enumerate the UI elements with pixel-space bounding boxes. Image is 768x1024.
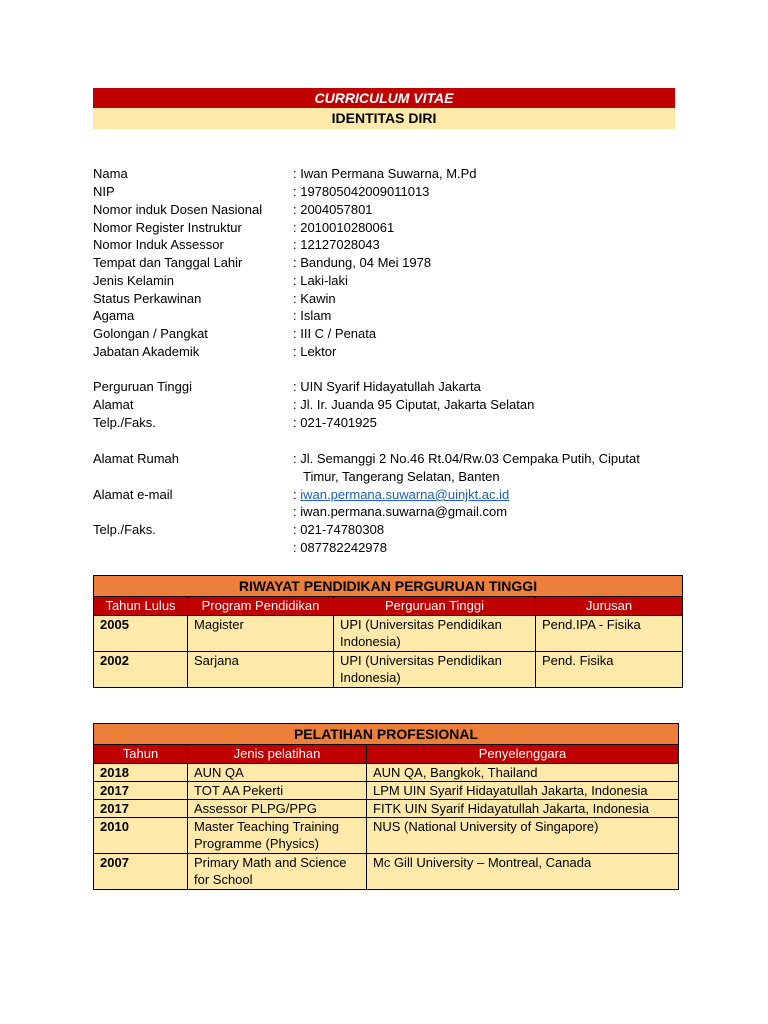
phone-label: Telp./Faks. <box>93 522 156 537</box>
training-organizer: FITK UIN Syarif Hidayatullah Jakarta, Indonesia <box>367 800 679 818</box>
identity-label: Nama <box>93 166 128 181</box>
identity-value: : 2010010280061 <box>293 220 395 235</box>
identity-value: : Laki-laki <box>293 273 348 288</box>
education-university: UPI (Universitas Pendidikan Indonesia) <box>334 616 536 652</box>
identity-value: : Lektor <box>293 344 337 359</box>
education-program: Sarjana <box>188 652 334 688</box>
training-year: 2010 <box>94 818 188 854</box>
phone-value-1: : 021-74780308 <box>293 522 385 537</box>
email-link[interactable]: iwan.permana.suwarna@uinjkt.ac.id <box>300 487 510 502</box>
email-prefix: : <box>293 487 301 502</box>
institution-value: : 021-7401925 <box>293 415 377 430</box>
institution-label: Telp./Faks. <box>93 415 156 430</box>
training-year: 2018 <box>94 764 188 782</box>
identity-label: NIP <box>93 184 115 199</box>
identity-label: Agama <box>93 308 135 323</box>
identity-value: : Kawin <box>293 291 336 306</box>
education-header-university: Perguruan Tinggi <box>334 597 536 616</box>
institution-value: : UIN Syarif Hidayatullah Jakarta <box>293 379 481 394</box>
cv-title-banner: CURRICULUM VITAE <box>93 88 675 108</box>
identity-value: : III C / Penata <box>293 326 377 341</box>
identity-label: Nomor Induk Assessor <box>93 237 224 252</box>
training-row <box>94 854 679 890</box>
institution-label: Perguruan Tinggi <box>93 379 193 394</box>
home-address-line-2: Timur, Tangerang Selatan, Banten <box>303 469 500 484</box>
training-type: Master Teaching Training Programme (Physics) <box>188 818 367 854</box>
training-type: Assessor PLPG/PPG <box>188 800 367 818</box>
training-organizer: AUN QA, Bangkok, Thailand <box>367 764 679 782</box>
education-header-year: Tahun Lulus <box>94 597 188 616</box>
training-type: TOT AA Pekerti <box>188 782 367 800</box>
email-value-2: : iwan.permana.suwarna@gmail.com <box>293 504 508 519</box>
education-major: Pend. Fisika <box>536 652 683 688</box>
identity-value: : 12127028043 <box>293 237 380 252</box>
education-year: 2005 <box>94 616 188 652</box>
phone-value-2: : 087782242978 <box>293 540 387 555</box>
training-organizer: LPM UIN Syarif Hidayatullah Jakarta, Indonesia <box>367 782 679 800</box>
identity-value: : Bandung, 04 Mei 1978 <box>293 255 432 270</box>
training-year: 2017 <box>94 782 188 800</box>
training-organizer: NUS (National University of Singapore) <box>367 818 679 854</box>
training-row <box>94 782 679 800</box>
training-row <box>94 800 679 818</box>
education-header-major: Jurusan <box>536 597 683 616</box>
training-header-organizer: Penyelenggara <box>367 745 679 764</box>
email-value <box>293 486 509 504</box>
training-organizer: Mc Gill University – Montreal, Canada <box>367 854 679 890</box>
identity-value: : 2004057801 <box>293 202 373 217</box>
education-year: 2002 <box>94 652 188 688</box>
education-table <box>93 575 683 688</box>
email-label: Alamat e-mail <box>93 487 173 502</box>
training-header-row <box>94 745 679 764</box>
institution-value: : Jl. Ir. Juanda 95 Ciputat, Jakarta Selatan <box>293 397 535 412</box>
identity-section-banner: IDENTITAS DIRI <box>93 108 675 129</box>
education-row <box>94 616 683 652</box>
training-row <box>94 818 679 854</box>
education-header-row <box>94 597 683 616</box>
identity-label: Golongan / Pangkat <box>93 326 208 341</box>
identity-label: Nomor Register Instruktur <box>93 220 242 235</box>
training-header-year: Tahun <box>94 745 188 764</box>
identity-label: Jabatan Akademik <box>93 344 200 359</box>
education-table-title: RIWAYAT PENDIDIKAN PERGURUAN TINGGI <box>94 576 683 597</box>
identity-value: : Iwan Permana Suwarna, M.Pd <box>293 166 477 181</box>
identity-value: : 197805042009011013 <box>293 184 430 199</box>
training-type: Primary Math and Science for School <box>188 854 367 890</box>
identity-value: : Islam <box>293 308 332 323</box>
training-year: 2017 <box>94 800 188 818</box>
home-address-line-1: : Jl. Semanggi 2 No.46 Rt.04/Rw.03 Cempaka Putih, Ciputat <box>293 451 640 466</box>
identity-label: Status Perkawinan <box>93 291 202 306</box>
training-type: AUN QA <box>188 764 367 782</box>
training-year: 2007 <box>94 854 188 890</box>
training-row <box>94 764 679 782</box>
identity-label: Jenis Kelamin <box>93 273 174 288</box>
identity-label: Nomor induk Dosen Nasional <box>93 202 263 217</box>
identity-label: Tempat dan Tanggal Lahir <box>93 255 243 270</box>
training-header-type: Jenis pelatihan <box>188 745 367 764</box>
education-program: Magister <box>188 616 334 652</box>
education-university: UPI (Universitas Pendidikan Indonesia) <box>334 652 536 688</box>
training-table <box>93 723 679 890</box>
home-address-value <box>293 450 673 486</box>
education-row <box>94 652 683 688</box>
institution-label: Alamat <box>93 397 134 412</box>
training-table-title: PELATIHAN PROFESIONAL <box>94 724 679 745</box>
home-address-label: Alamat Rumah <box>93 451 179 466</box>
education-header-program: Program Pendidikan <box>188 597 334 616</box>
education-major: Pend.IPA - Fisika <box>536 616 683 652</box>
